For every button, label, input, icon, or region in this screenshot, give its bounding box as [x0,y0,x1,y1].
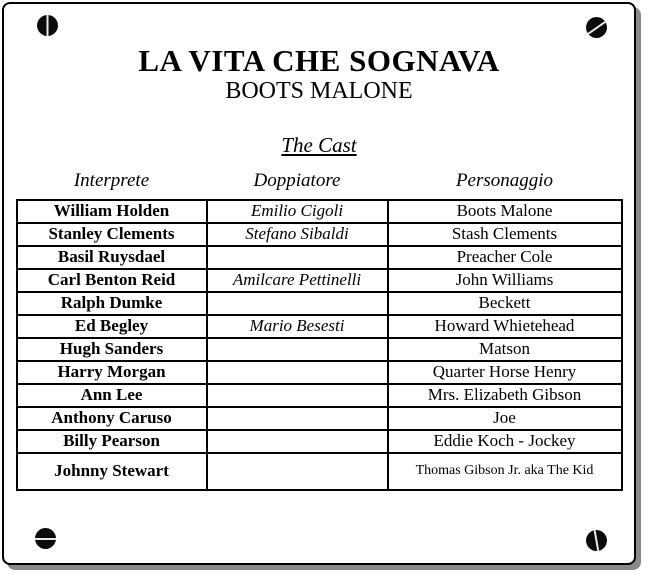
personaggio-cell: Beckett [388,292,622,315]
section-heading: The Cast [281,132,357,157]
column-header-personaggio: Personaggio [455,169,554,191]
interprete-cell: Stanley Clements [17,223,207,246]
table-row [17,430,622,453]
personaggio-cell: Quarter Horse Henry [388,361,622,384]
doppiatore-cell: Emilio Cigoli [207,200,388,223]
table-row [17,384,622,407]
interprete-cell: Basil Ruysdael [17,246,207,269]
table-row [17,223,622,246]
doppiatore-cell [207,453,388,490]
personaggio-cell: Preacher Cole [388,246,622,269]
doppiatore-cell [207,292,388,315]
interprete-cell: Ann Lee [17,384,207,407]
doppiatore-cell [207,338,388,361]
table-row [17,315,622,338]
doppiatore-cell: Stefano Sibaldi [207,223,388,246]
cast-table [16,199,623,491]
page-title: LA VITA CHE SOGNAVA [138,43,500,78]
table-row [17,246,622,269]
table-row [17,407,622,430]
interprete-cell: Hugh Sanders [17,338,207,361]
personaggio-cell: Thomas Gibson Jr. aka The Kid [388,453,622,490]
interprete-cell: William Holden [17,200,207,223]
interprete-cell: Johnny Stewart [17,453,207,490]
plaque-panel [2,2,636,565]
table-row [17,338,622,361]
section-heading-wrap [4,133,634,158]
personaggio-cell: Howard Whietehead [388,315,622,338]
personaggio-cell: Boots Malone [388,200,622,223]
doppiatore-cell [207,407,388,430]
doppiatore-cell [207,384,388,407]
table-row [17,453,622,490]
table-row [17,292,622,315]
interprete-cell: Ralph Dumke [17,292,207,315]
interprete-cell: Anthony Caruso [17,407,207,430]
interprete-cell: Billy Pearson [17,430,207,453]
doppiatore-cell: Amilcare Pettinelli [207,269,388,292]
personaggio-cell: Matson [388,338,622,361]
screw-icon-bottom-left [35,528,56,549]
personaggio-cell: Stash Clements [388,223,622,246]
screw-icon-top-right [586,17,607,38]
screw-icon-bottom-right [586,530,607,551]
column-header-doppiatore: Doppiatore [253,169,341,191]
column-header-interprete: Interprete [73,169,150,191]
personaggio-cell: Mrs. Elizabeth Gibson [388,384,622,407]
interprete-cell: Carl Benton Reid [17,269,207,292]
table-row [17,361,622,384]
interprete-cell: Harry Morgan [17,361,207,384]
screw-icon-top-left [37,15,58,36]
doppiatore-cell: Mario Besesti [207,315,388,338]
doppiatore-cell [207,361,388,384]
table-row [17,200,622,223]
table-row [17,269,622,292]
personaggio-cell: John Williams [388,269,622,292]
page-subtitle: BOOTS MALONE [225,78,413,105]
doppiatore-cell [207,246,388,269]
doppiatore-cell [207,430,388,453]
personaggio-cell: Eddie Koch - Jockey [388,430,622,453]
personaggio-cell: Joe [388,407,622,430]
interprete-cell: Ed Begley [17,315,207,338]
column-headers [17,170,622,192]
